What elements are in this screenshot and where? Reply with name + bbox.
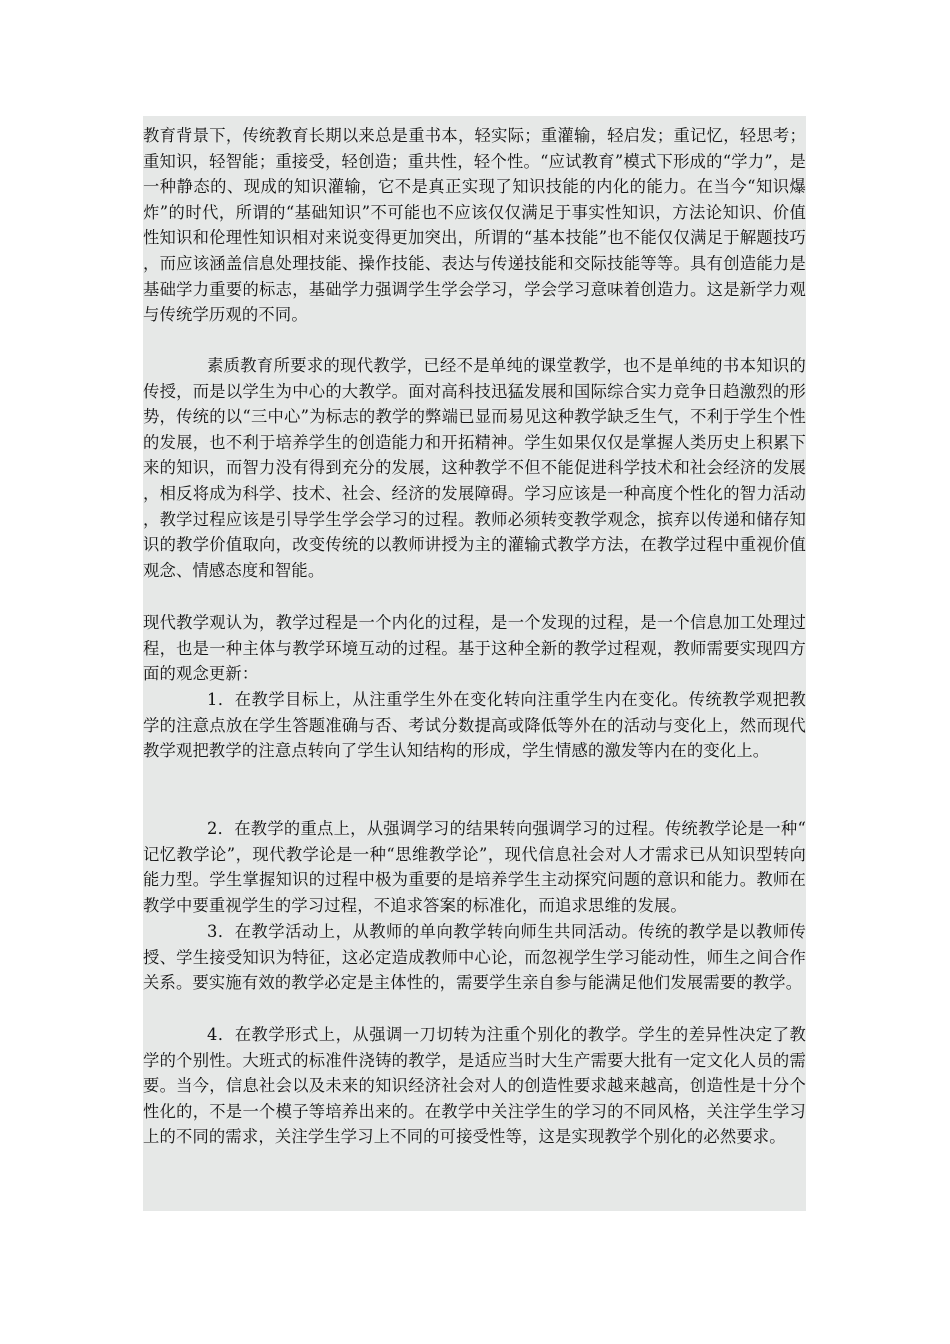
list-item-teaching-focus: 2．在教学的重点上，从强调学习的结果转向强调学习的过程。传统教学论是一种“记忆教学论”，现代教学论是一种“思维教学论”，现代信息社会对人才需求已从知识型转向能力型。学生掌握知识的过程中极为重要的是培养学生主动探究问题的意识和能力。教师在教学中要重视学生的学习过程，不追求答案的标准化，而追求思维的发展。 [143, 819, 806, 915]
paragraph-teaching-process: 现代教学观认为，教学过程是一个内化的过程，是一个发现的过程，是一个信息加工处理过程，也是一种主体与教学环境互动的过程。基于这种全新的教学过程观，教师需要实现四方面的观念更新： [143, 613, 806, 684]
list-item-teaching-activity: 3．在教学活动上，从教师的单向教学转向师生共同活动。传统的教学是以教师传授、学生接受知识为特征，这必定造成教师中心论，而忽视学生学习能动性，师生之间合作关系。要实施有效的教学必定是主体性的，需要学生亲自参与能满足他们发展需要的教学。 [143, 922, 806, 993]
paragraph-learning-view: 教育背景下，传统教育长期以来总是重书本，轻实际；重灌输，轻启发；重记忆，轻思考；重知识，轻智能；重接受，轻创造；重共性，轻个性。“应试教育”模式下形成的“学力”，是一种静态的、现成的知识灌输，它不是真正实现了知识技能的内化的能力。在当今“知识爆炸”的时代，所谓的“基础知识”不可能也不应该仅仅满足于事实性知识，方法论知识、价值性知识和伦理性知识相对来说变得更加突出，所谓的“基本技能”也不能仅仅满足于解题技巧，而应该涵盖信息处理技能、操作技能、表达与传递技能和交际技能等等。具有创造能力是基础学力重要的标志，基础学力强调学生学会学习，学会学习意味着创造力。这是新学力观与传统学历观的不同。 [143, 126, 806, 325]
paragraph-modern-teaching: 素质教育所要求的现代教学，已经不是单纯的课堂教学，也不是单纯的书本知识的传授，而是以学生为中心的大教学。面对高科技迅猛发展和国际综合实力竞争日趋激烈的形势，传统的以“三中心”为标志的教学的弊端已显而易见这种教学缺乏生气，不利于学生个性的发展，也不利于培养学生的创造能力和开拓精神。学生如果仅仅是掌握人类历史上积累下来的知识，而智力没有得到充分的发展，这种教学不但不能促进科学技术和社会经济的发展，相反将成为科学、技术、社会、经济的发展障碍。学习应该是一种高度个性化的智力活动，教学过程应该是引导学生学会学习的过程。教师必须转变教学观念，摈弃以传递和储存知识的教学价值取向，改变传统的以教师讲授为主的灌输式教学方法，在教学过程中重视价值观念、情感态度和智能。 [143, 356, 806, 580]
list-item-teaching-goal: 1．在教学目标上，从注重学生外在变化转向注重学生内在变化。传统教学观把教学的注意点放在学生答题准确与否、考试分数提高或降低等外在的活动与变化上，然而现代教学观把教学的注意点转向了学生认知结构的形成，学生情感的激发等内在的变化上。 [143, 690, 806, 761]
list-item-teaching-form: 4．在教学形式上，从强调一刀切转为注重个别化的教学。学生的差异性决定了教学的个别性。大班式的标准件浇铸的教学，是适应当时大生产需要大批有一定文化人员的需要。当今，信息社会以及未来的知识经济社会对人的创造性要求越来越高，创造性是十分个性化的，不是一个模子等培养出来的。在教学中关注学生的学习的不同风格，关注学生学习上的不同的需求，关注学生学习上不同的可接受性等，这是实现教学个别化的必然要求。 [143, 1025, 806, 1147]
